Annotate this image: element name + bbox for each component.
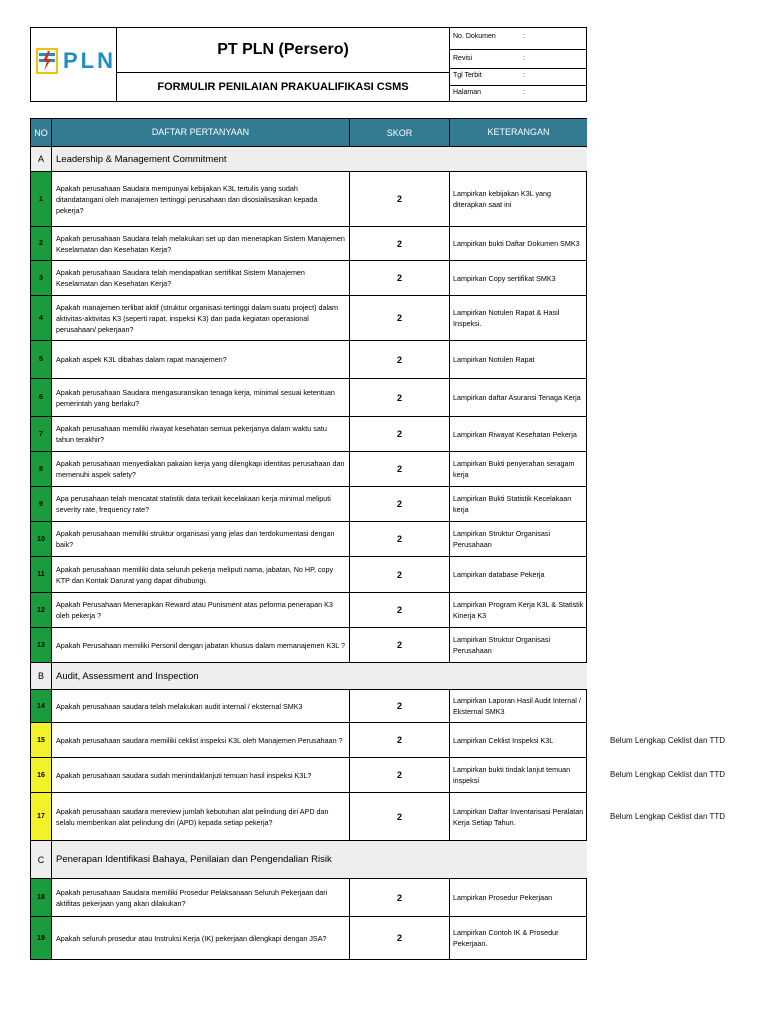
row-number: 14 xyxy=(31,690,52,722)
section-row-a xyxy=(31,146,587,171)
logo-cell xyxy=(31,28,117,101)
meta-colon: : xyxy=(523,55,525,62)
meta-row-halaman xyxy=(450,86,587,102)
question-text: Apakah Perusahaan memiliki Personil dengan jabatan khusus dalam memanajemen K3L ? xyxy=(52,628,350,662)
table-row xyxy=(31,757,587,792)
remarks-text: Lampirkan Copy sertifikat SMK3 xyxy=(453,273,556,283)
score-value[interactable]: 2 xyxy=(350,452,450,486)
assessment-table xyxy=(30,118,587,960)
remarks-text: Lampirkan Struktur Organisasi Perusahaan xyxy=(453,529,551,549)
table-row xyxy=(31,521,587,556)
row-number: 18 xyxy=(31,879,52,916)
question-text: Apakah perusahaan saudara telah melakukan audit internal / eksternal SMK3 xyxy=(52,690,350,722)
score-value[interactable]: 2 xyxy=(350,522,450,556)
question-text: Apakah seluruh prosedur atau Instruksi Kerja (IK) pekerjaan dilengkapi dengan JSA? xyxy=(52,917,350,959)
row-number: 16 xyxy=(31,758,52,792)
meta-row-no-dokumen xyxy=(450,28,587,50)
meta-colon: : xyxy=(523,72,525,79)
row-number: 9 xyxy=(31,487,52,521)
table-row xyxy=(31,171,587,226)
section-letter: C xyxy=(31,841,52,878)
table-row xyxy=(31,592,587,627)
section-letter: B xyxy=(31,663,52,689)
remarks-text: Lampirkan bukti tindak lanjut temuan inspeksi xyxy=(453,765,571,785)
question-text: Apakah perusahaan saudara sudah menindaklanjuti temuan hasil inspeksi K3L? xyxy=(52,758,350,792)
section-title: Penerapan Identifikasi Bahaya, Penilaian dan Pengendalian Risik xyxy=(56,854,332,865)
question-text: Apakah perusahaan menyediakan pakaian kerja yang dilengkapi identitas perusahaan dan memenuhi aspek safety? xyxy=(52,452,350,486)
meta-row-tgl-terbit xyxy=(450,69,587,86)
document-header xyxy=(30,27,587,102)
side-note-17: Belum Lengkap Ceklist dan TTD xyxy=(610,812,726,821)
remarks-text: Lampirkan Prosedur Pekerjaan xyxy=(453,893,553,902)
table-row xyxy=(31,627,587,662)
row-number: 19 xyxy=(31,917,52,959)
row-number: 17 xyxy=(31,793,52,840)
row-number: 1 xyxy=(31,172,52,226)
question-text: Apakah aspek K3L dibahas dalam rapat manajemen? xyxy=(52,341,350,378)
row-number: 8 xyxy=(31,452,52,486)
score-value[interactable]: 2 xyxy=(350,793,450,840)
table-row xyxy=(31,451,587,486)
score-value[interactable]: 2 xyxy=(350,379,450,416)
form-title: FORMULIR PENILAIAN PRAKUALIFIKASI CSMS xyxy=(117,73,450,101)
question-text: Apakah perusahaan memiliki struktur organisasi yang jelas dan terdokumentasi dengan baik? xyxy=(52,522,350,556)
table-row xyxy=(31,916,587,959)
document-meta xyxy=(450,28,587,101)
remarks-text: Lampirkan kebijakan K3L yang diterapkan saat ini xyxy=(453,189,552,209)
question-text: Apakah perusahaan Saudara mengasuransikan tenaga kerja, minimal sesuai ketentuan pemerintah yang berlaku? xyxy=(52,379,350,416)
row-number: 15 xyxy=(31,723,52,757)
question-text: Apakah perusahaan Saudara telah melakukan set up dan menerapkan Sistem Manajemen Keselamatan dan Kesehatan Kerja? xyxy=(52,227,350,260)
score-value[interactable]: 2 xyxy=(350,341,450,378)
section-row-c xyxy=(31,840,587,878)
remarks-text: Lampirkan Ceklist Inspeksi K3L xyxy=(453,735,554,745)
row-number: 7 xyxy=(31,417,52,451)
row-number: 11 xyxy=(31,557,52,592)
question-text: Apakah perusahaan memiliki data seluruh pekerja meliputi nama, jabatan, No HP, copy KTP dan Kontak Darurat yang dapat dihubungi. xyxy=(52,557,350,592)
row-number: 13 xyxy=(31,628,52,662)
remarks-text: Lampirkan daftar Asuransi Tenaga Kerja xyxy=(453,393,581,402)
score-value[interactable]: 2 xyxy=(350,690,450,722)
score-value[interactable]: 2 xyxy=(350,628,450,662)
row-number: 10 xyxy=(31,522,52,556)
column-header-remarks: KETERANGAN xyxy=(450,119,587,146)
question-text: Apa perusahaan telah mencatat statistik data terkait kecelakaan kerja minimal meliputi severity rate, frequency rate? xyxy=(52,487,350,521)
row-number: 4 xyxy=(31,296,52,340)
row-number: 6 xyxy=(31,379,52,416)
question-text: Apakah perusahaan saudara memiliki ceklist inspeksi K3L oleh Manajemen Perusahaan ? xyxy=(52,723,350,757)
remarks-text: Lampirkan Struktur Organisasi Perusahaan xyxy=(453,635,551,655)
score-value[interactable]: 2 xyxy=(350,172,450,226)
score-value[interactable]: 2 xyxy=(350,296,450,340)
score-value[interactable]: 2 xyxy=(350,593,450,627)
side-note-16: Belum Lengkap Ceklist dan TTD xyxy=(610,770,726,779)
score-value[interactable]: 2 xyxy=(350,487,450,521)
lightning-icon xyxy=(36,48,58,74)
question-text: Apakah perusahaan Saudara telah mendapatkan sertifikat Sistem Manajemen Keselamatan dan Kesehatan Kerja? xyxy=(52,261,350,295)
remarks-text: Lampirkan database Pekerja xyxy=(453,570,545,579)
row-number: 5 xyxy=(31,341,52,378)
logo-text: PLN xyxy=(63,48,116,73)
score-value[interactable]: 2 xyxy=(350,557,450,592)
meta-colon: : xyxy=(523,89,525,96)
question-text: Apakah manajemen terlibat aktif (struktur organisasi tertinggi dalam suatu project) dalam aktivitas-aktivitas K3 (seperti rapat, inspeksi K3) dan pada kegiatan operasional perusahaan/ pekerjaan? xyxy=(52,296,350,340)
remarks-text: Lampirkan Laporan Hasil Audit Internal / Eksternal SMK3 xyxy=(453,696,581,716)
score-value[interactable]: 2 xyxy=(350,758,450,792)
table-row xyxy=(31,260,587,295)
question-text: Apakah Perusahaan Menerapkan Reward atau Punisment atas peforma penerapan K3 oleh pekerja ? xyxy=(52,593,350,627)
column-header-question: DAFTAR PERTANYAAN xyxy=(52,119,350,146)
remarks-text: Lampirkan Riwayat Kesehatan Pekerja xyxy=(453,429,577,439)
score-value[interactable]: 2 xyxy=(350,723,450,757)
remarks-text: Lampirkan Bukti Statistik Kecelakaan kerja xyxy=(453,494,572,514)
section-title: Audit, Assessment and Inspection xyxy=(56,670,199,682)
section-row-b xyxy=(31,662,587,689)
column-header-no: NO xyxy=(31,119,52,146)
table-row xyxy=(31,416,587,451)
table-row xyxy=(31,722,587,757)
table-row xyxy=(31,689,587,722)
remarks-text: Lampirkan Notulen Rapat xyxy=(453,355,535,364)
table-row xyxy=(31,486,587,521)
score-value[interactable]: 2 xyxy=(350,227,450,260)
company-name: PT PLN (Persero) xyxy=(117,28,450,73)
remarks-text: Lampirkan Notulen Rapat & Hasil Inspeksi. xyxy=(453,308,560,328)
meta-label: Tgl Terbit xyxy=(453,72,482,79)
pln-logo xyxy=(36,46,116,78)
column-header-score: SKOR xyxy=(350,119,450,146)
table-row xyxy=(31,226,587,260)
remarks-text: Lampirkan bukti Daftar Dokumen SMK3 xyxy=(453,239,580,248)
meta-colon: : xyxy=(523,33,525,40)
score-value[interactable]: 2 xyxy=(350,261,450,295)
remarks-text: Lampirkan Contoh IK & Prosedur Pekerjaan. xyxy=(453,928,559,948)
question-text: Apakah perusahaan memiliki riwayat kesehatan semua pekerjanya dalam waktu satu tahun terakhir? xyxy=(52,417,350,451)
remarks-text: Lampirkan Daftar Inventarisasi Peralatan Kerja Setiap Tahun. xyxy=(453,806,584,827)
question-text: Apakah perusahaan Saudara mempunyai kebijakan K3L tertulis yang sudah ditandatangani oleh manajemen tertinggi perusahaan dan disosialisasikan kepada pekerja? xyxy=(52,172,350,226)
meta-label: Halaman xyxy=(453,89,482,96)
table-row xyxy=(31,378,587,416)
section-letter: A xyxy=(31,147,52,171)
meta-label: Revisi xyxy=(453,55,473,62)
question-text: Apakah perusahaan Saudara memiliki Prosedur Pelaksanaan Seluruh Pekerjaan dari aktifitas pekerjaan yang akan dilakukan? xyxy=(52,879,350,916)
table-row xyxy=(31,340,587,378)
row-number: 12 xyxy=(31,593,52,627)
meta-label: No. Dokumen xyxy=(453,33,496,40)
remarks-text: Lampirkan Bukti penyerahan seragam kerja xyxy=(453,459,575,479)
table-header-row xyxy=(31,118,587,146)
table-row xyxy=(31,792,587,840)
remarks-text: Lampirkan Program Kerja K3L & Statistik Kinerja K3 xyxy=(453,600,584,620)
section-title: Leadership & Management Commitment xyxy=(56,153,227,165)
score-value[interactable]: 2 xyxy=(350,879,450,916)
score-value[interactable]: 2 xyxy=(350,417,450,451)
table-row xyxy=(31,556,587,592)
score-value[interactable]: 2 xyxy=(350,917,450,959)
table-row xyxy=(31,295,587,340)
row-number: 2 xyxy=(31,227,52,260)
table-row xyxy=(31,878,587,916)
question-text: Apakah perusahaan saudara mereview jumlah kebutuhan alat pelindung diri APD dan selalu memberikan alat pelindung diri (APD) kepada setiap pekerja? xyxy=(52,793,350,840)
row-number: 3 xyxy=(31,261,52,295)
side-note-15: Belum Lengkap Ceklist dan TTD xyxy=(610,736,726,745)
meta-row-revisi xyxy=(450,50,587,69)
